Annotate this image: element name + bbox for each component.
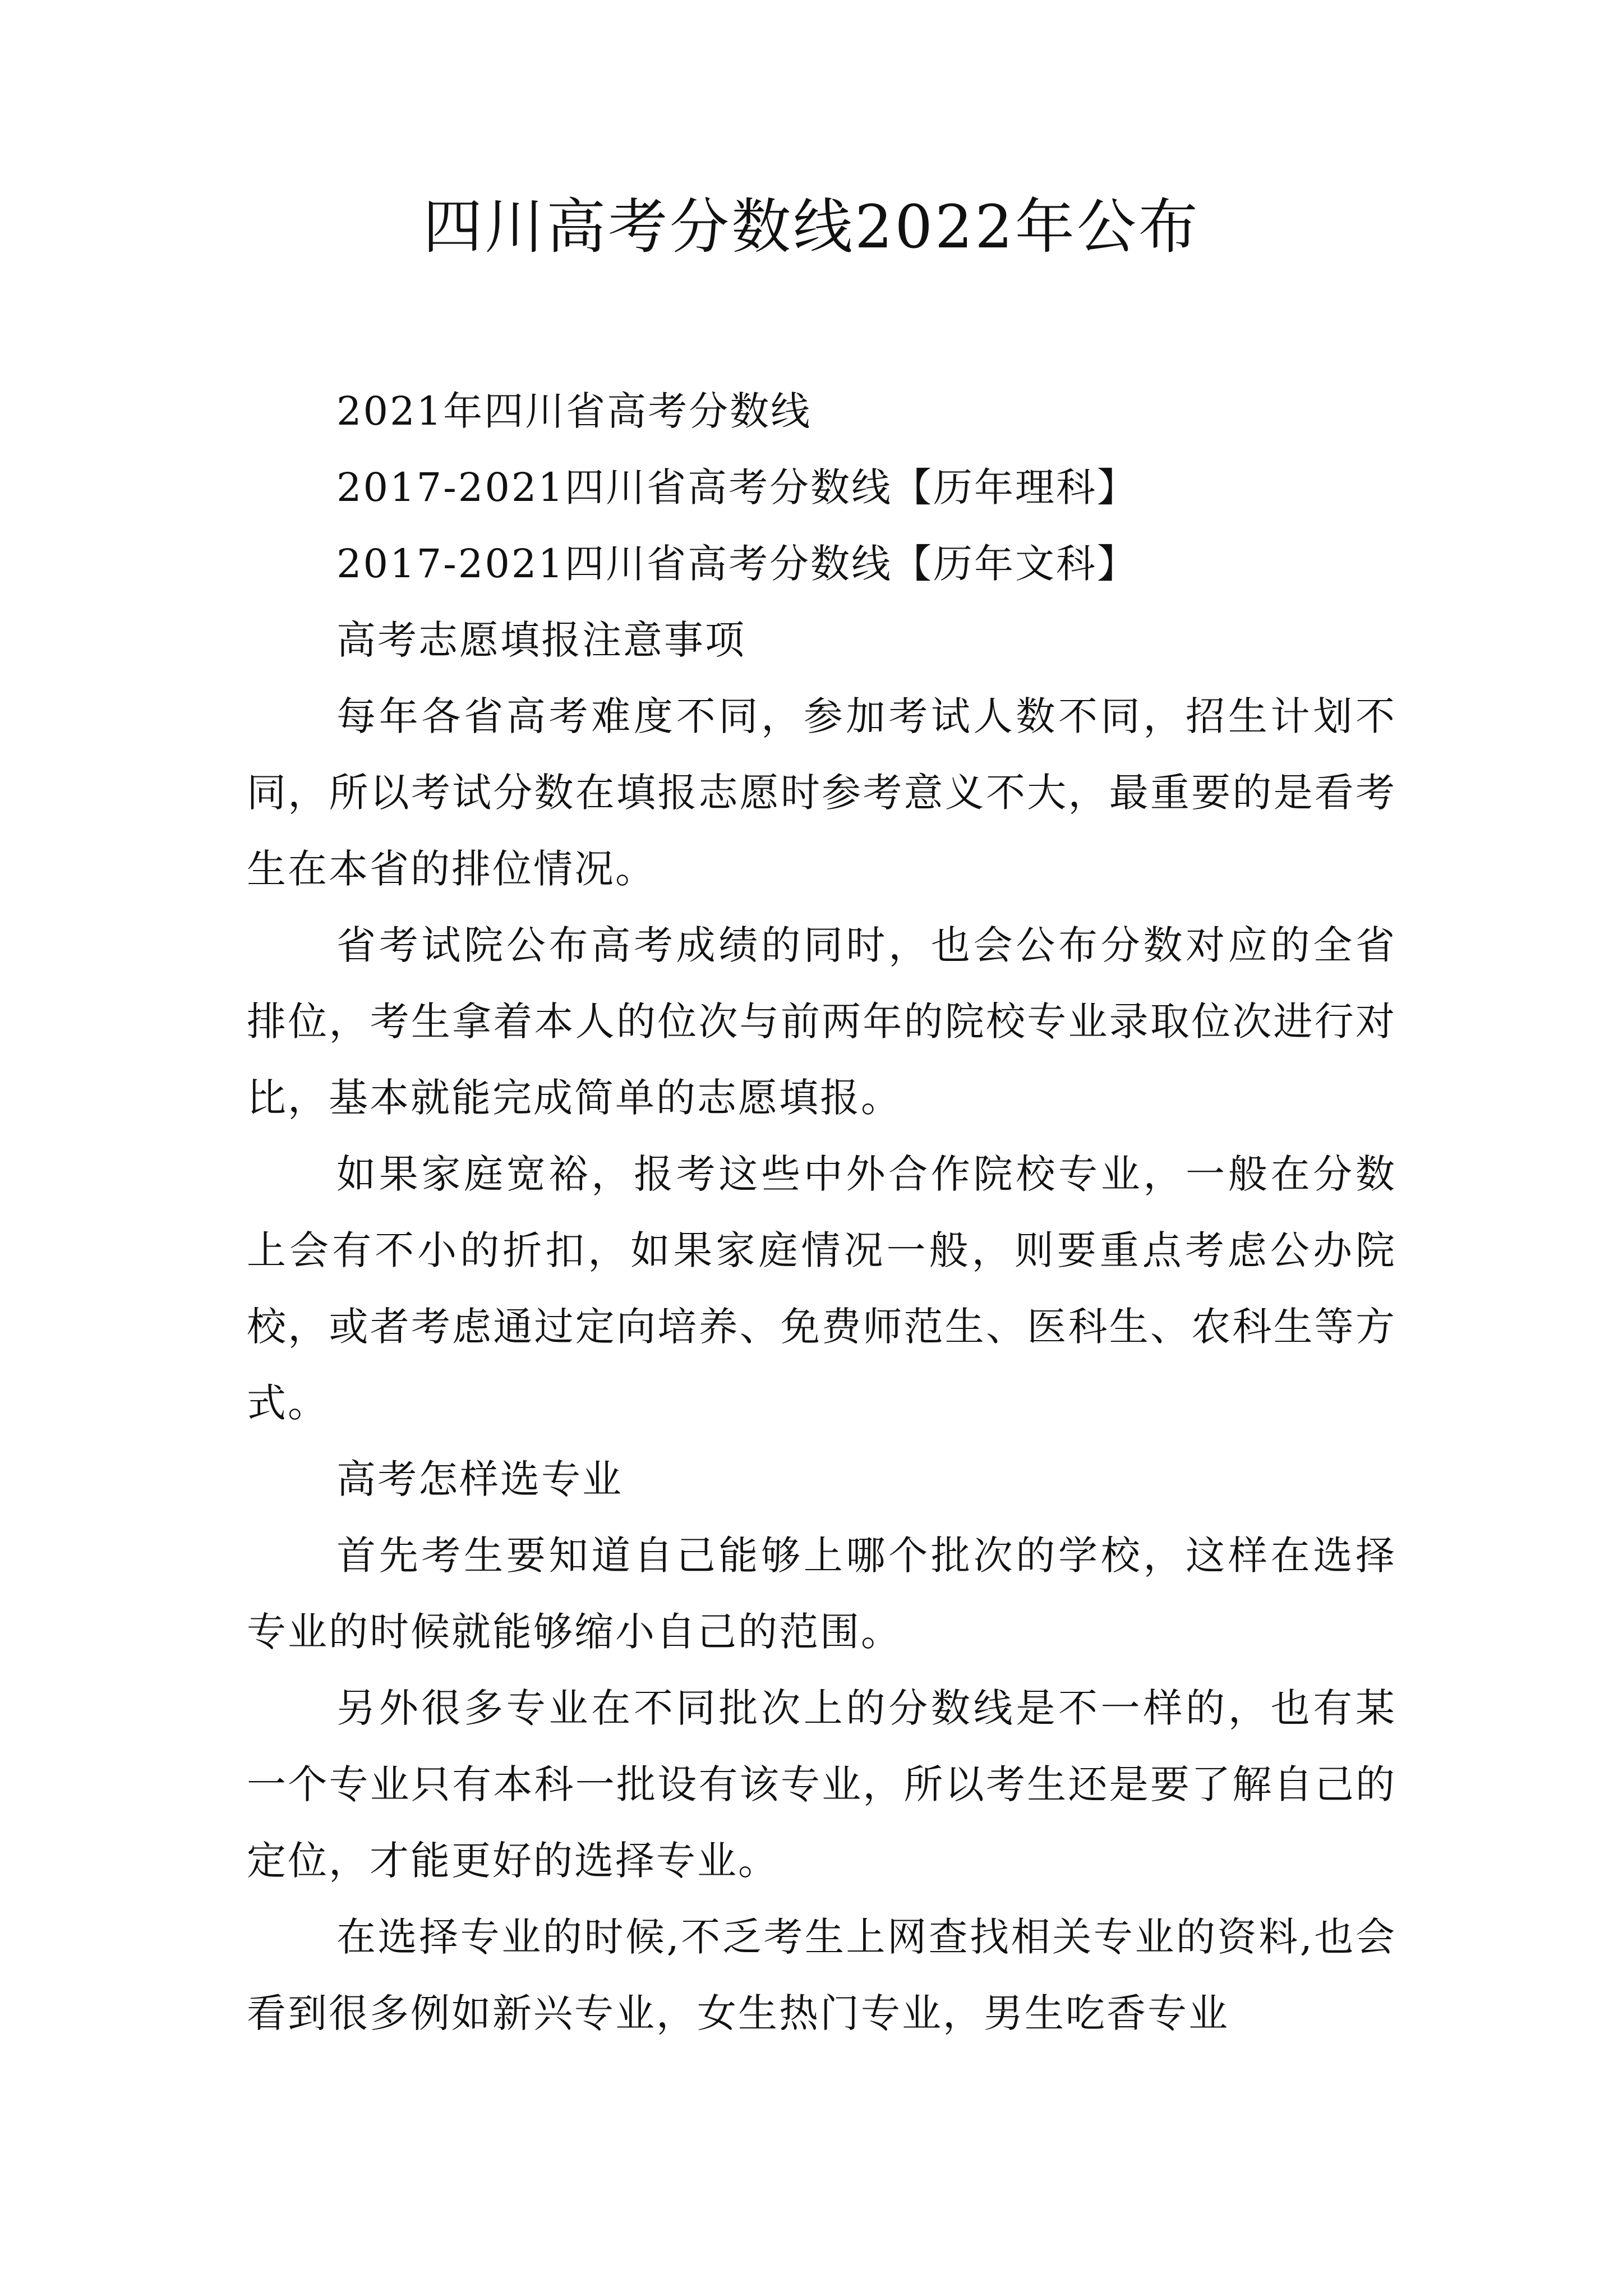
- document-title: 四川高考分数线2022年公布: [423, 192, 1200, 261]
- paragraph: 如果家庭宽裕，报考这些中外合作院校专业，一般在分数上会有不小的折扣，如果家庭情况一般，则要重点考虑公办院校，或者考虑通过定向培养、免费师范生、医科生、农科生等方式。: [247, 1151, 1396, 1426]
- paragraph: 2021年四川省高考分数线: [336, 388, 812, 434]
- paragraph: 2017-2021四川省高考分数线【历年文科】: [336, 541, 1138, 587]
- document-body: [247, 373, 1396, 2051]
- paragraph: 2017-2021四川省高考分数线【历年理科】: [336, 464, 1138, 510]
- paragraph: 每年各省高考难度不同，参加考试人数不同，招生计划不同，所以考试分数在填报志愿时参考意义不大，最重要的是看考生在本省的排位情况。: [247, 693, 1396, 892]
- paragraph: 省考试院公布高考成绩的同时，也会公布分数对应的全省排位，考生拿着本人的位次与前两年的院校专业录取位次进行对比，基本就能完成简单的志愿填报。: [247, 922, 1396, 1121]
- paragraph: 首先考生要知道自己能够上哪个批次的学校，这样在选择专业的时候就能够缩小自己的范围。: [247, 1533, 1396, 1655]
- paragraph: 高考怎样选专业: [336, 1456, 623, 1502]
- paragraph: 在选择专业的时候,不乏考生上网查找相关专业的资料,也会看到很多例如新兴专业，女生热门专业，男生吃香专业: [247, 1914, 1396, 2036]
- paragraph: 高考志愿填报注意事项: [336, 617, 746, 663]
- paragraph: 另外很多专业在不同批次上的分数线是不一样的，也有某一个专业只有本科一批设有该专业，所以考生还是要了解自己的定位，才能更好的选择专业。: [247, 1685, 1396, 1884]
